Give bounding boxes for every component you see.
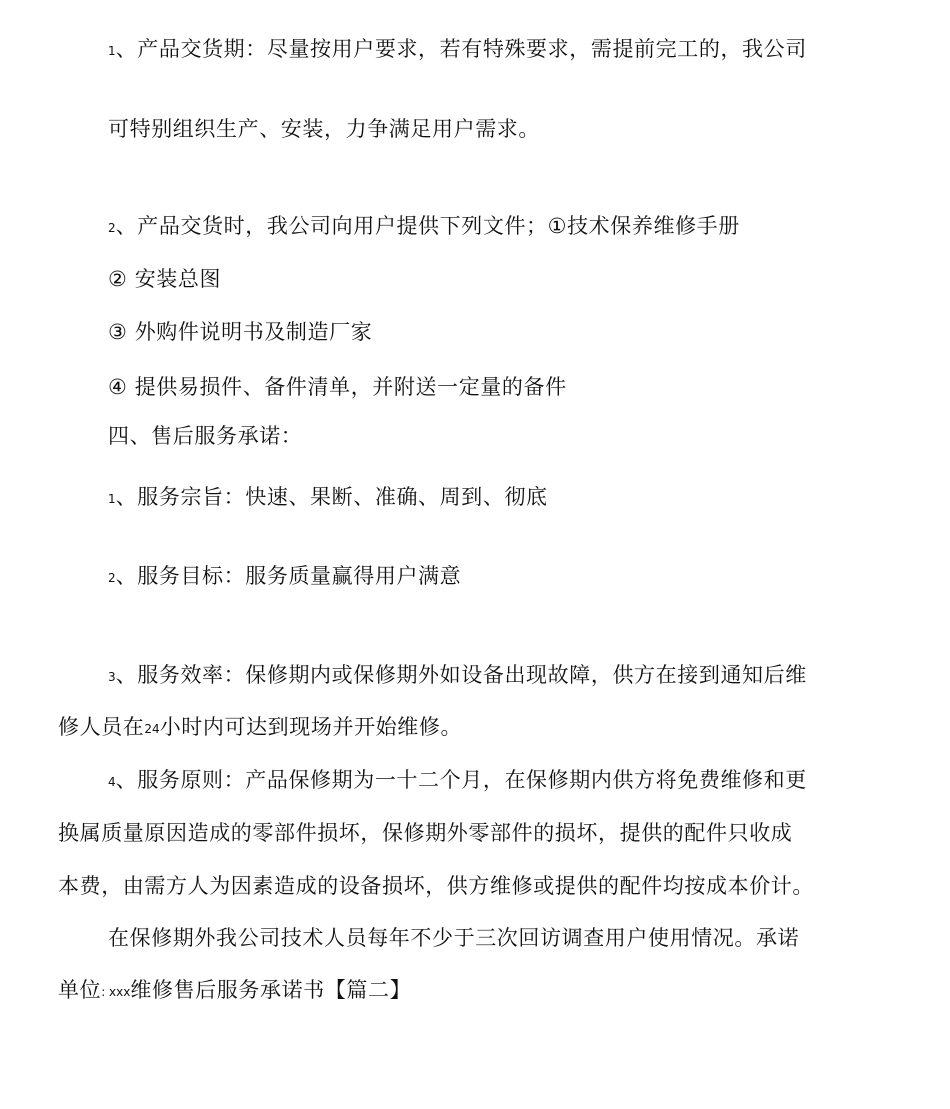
item-number: 1 xyxy=(108,44,116,58)
line-text: 、产品交货时，我公司向用户提供下列文件；①技术保养维修手册 xyxy=(115,214,740,238)
line-text: 、服务宗旨：快速、果断、准确、周到、彻底 xyxy=(115,485,548,509)
line-text: 、产品交货期：尽量按用户要求，若有特殊要求，需提前完工的，我公司 xyxy=(115,37,807,61)
document-item-2 xyxy=(108,264,221,294)
service-goal-line xyxy=(108,561,461,593)
line-text: 可特别组织生产、安装，力争满足用户需求。 xyxy=(108,117,540,141)
service-efficiency-line-2 xyxy=(58,712,462,744)
follow-up-line-1 xyxy=(108,923,799,953)
line-text: 、服务效率：保修期内或保修期外如设备出现故障，供方在接到通知后维 xyxy=(115,663,807,687)
line-text: 修人员在 xyxy=(58,715,145,739)
line-text: 、服务原则：产品保修期为一十二个月，在保修期内供方将免费维修和更 xyxy=(115,768,807,792)
hours-number: 24 xyxy=(144,722,160,736)
line-text: ③ 外购件说明书及制造厂家 xyxy=(108,320,373,344)
delivery-period-line-1 xyxy=(108,34,807,66)
follow-up-line-2 xyxy=(58,975,411,1007)
line-text: 维修售后服务承诺书【篇二】 xyxy=(130,978,412,1002)
document-item-3 xyxy=(108,317,372,347)
line-text: 小时内可达到现场并开始维修。 xyxy=(159,715,463,739)
service-principle-line-1 xyxy=(108,765,807,797)
document-item-4 xyxy=(108,372,567,402)
line-text: 四、售后服务承诺： xyxy=(108,424,303,448)
unit-placeholder: : xxx xyxy=(101,985,131,999)
line-text: 单位 xyxy=(58,978,102,1002)
service-efficiency-line-1 xyxy=(108,660,807,692)
service-purpose-line xyxy=(108,482,548,514)
line-text: 在保修期外我公司技术人员每年不少于三次回访调查用户使用情况。承诺 xyxy=(108,926,800,950)
line-text: 本费，由需方人为因素造成的设备损坏，供方维修或提供的配件均按成本价计。 xyxy=(58,874,814,898)
section-heading xyxy=(108,421,302,451)
item-number: 2 xyxy=(108,571,116,585)
line-text: ② 安装总图 xyxy=(108,267,222,291)
line-text: 、服务目标：服务质量赢得用户满意 xyxy=(115,564,462,588)
delivery-period-line-2 xyxy=(108,114,540,144)
item-number: 2 xyxy=(108,221,116,235)
item-number: 3 xyxy=(108,670,116,684)
line-text: 换属质量原因造成的零部件损坏，保修期外零部件的损坏，提供的配件只收成 xyxy=(58,821,793,845)
line-text: ④ 提供易损件、备件清单，并附送一定量的备件 xyxy=(108,375,567,399)
item-number: 1 xyxy=(108,492,116,506)
service-principle-line-3 xyxy=(58,871,814,901)
delivery-documents-line xyxy=(108,211,740,243)
service-principle-line-2 xyxy=(58,818,792,848)
item-number: 4 xyxy=(108,775,116,789)
